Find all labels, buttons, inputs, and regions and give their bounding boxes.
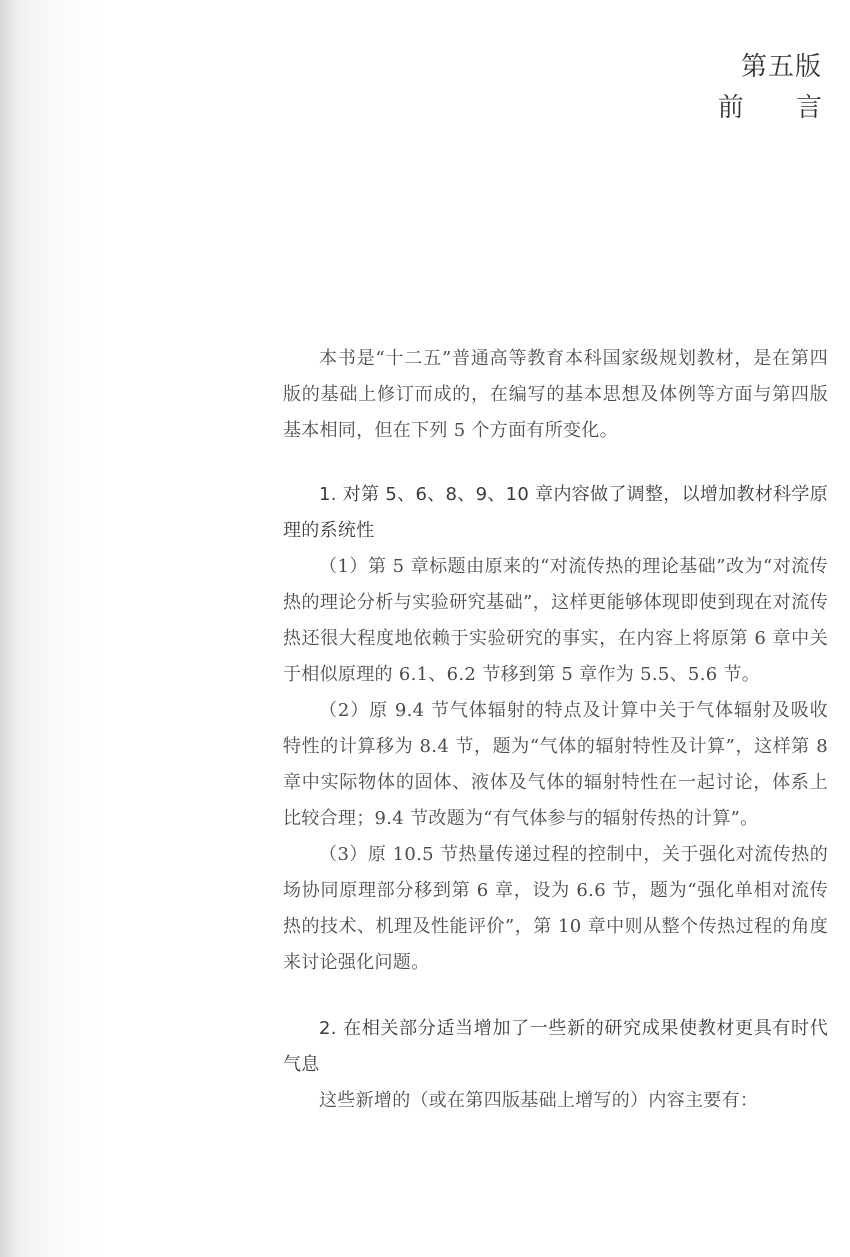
intro-paragraph: 本书是“十二五”普通高等教育本科国家级规划教材，是在第四版的基础上修订而成的，在编写的基本思想及体例等方面与第四版基本相同，但在下列 5 个方面有所变化。 — [283, 348, 828, 441]
section-1-item-1: （1）第 5 章标题由原来的“对流传热的理论基础”改为“对流传热的理论分析与实验研究基础”，这样更能够体现即使到现在对流传热还很大程度地依赖于实验研究的事实，在内容上将原第 6 章中关于相似原理的 6.1、6.2 节移到第 5 章作为 5.5、5.6 节。 — [283, 556, 828, 685]
page-title: 前 言 — [717, 93, 844, 123]
edition-label: 第五版 — [740, 52, 822, 82]
page-header — [717, 48, 844, 128]
section-2-paragraph: 这些新增的（或在第四版基础上增写的）内容主要有： — [319, 1090, 759, 1111]
spacer — [283, 449, 828, 477]
preface-body — [283, 341, 828, 1119]
section-1-item-2: （2）原 9.4 节气体辐射的特点及计算中关于气体辐射及吸收特性的计算移为 8.4 节，题为“气体的辐射特性及计算”，这样第 8 章中实际物体的固体、液体及气体的辐射特性在一起讨论，体系上比较合理；9.4 节改题为“有气体参与的辐射传热的计算”。 — [283, 700, 828, 829]
section-heading-1: 1. 对第 5、6、8、9、10 章内容做了调整，以增加教材科学原理的系统性 — [283, 484, 828, 541]
section-1-item-3: （3）原 10.5 节热量传递过程的控制中，关于强化对流传热的场协同原理部分移到第 6 章，设为 6.6 节，题为“强化单相对流传热的技术、机理及性能评价”，第 10 章中则从整个传热过程的角度来讨论强化问题。 — [283, 844, 828, 973]
spacer — [283, 981, 828, 1011]
section-heading-2: 2. 在相关部分适当增加了一些新的研究成果使教材更具有时代气息 — [283, 1018, 828, 1075]
page-spine-shadow — [0, 0, 18, 1257]
